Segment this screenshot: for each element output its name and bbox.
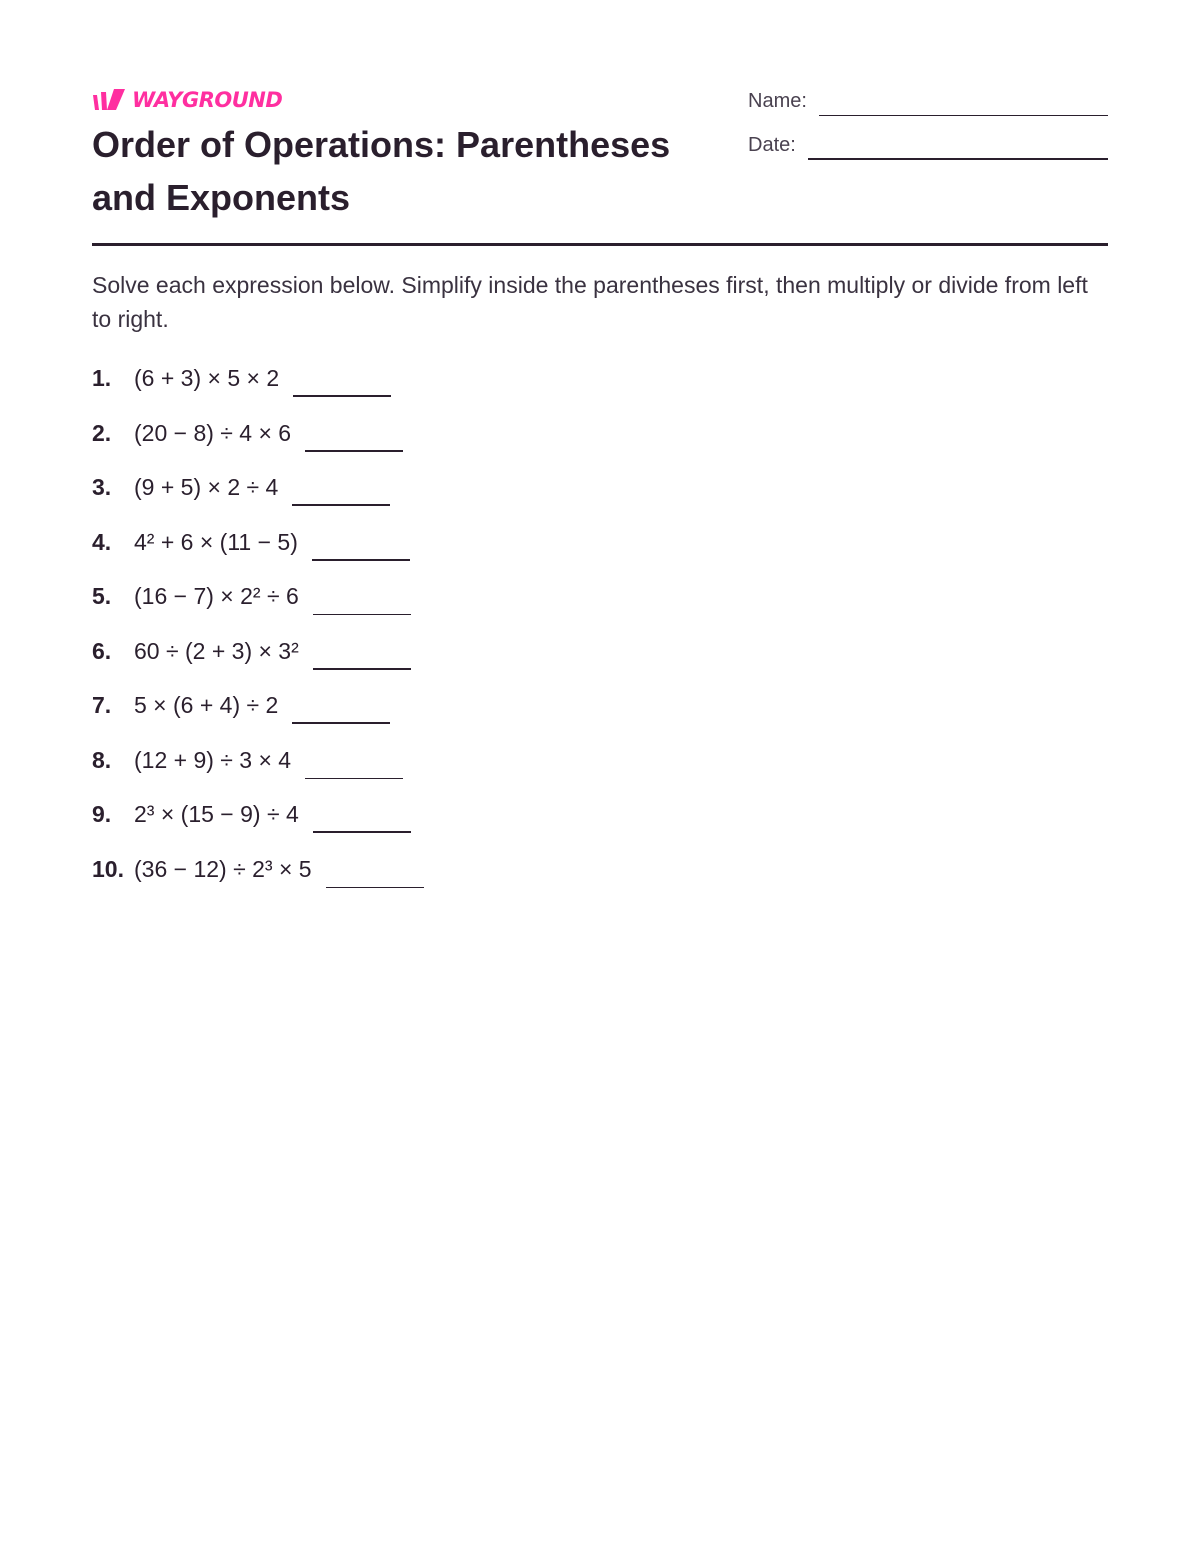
question-item (92, 469, 792, 506)
question-number: 2. (92, 419, 112, 446)
question-expression: (12 + 9) ÷ 3 × 4 (134, 746, 292, 773)
date-field-row (748, 130, 1108, 160)
question-item (92, 633, 792, 670)
date-blank[interactable] (808, 158, 1108, 160)
question-item (92, 360, 792, 397)
question-number: 5. (92, 583, 112, 609)
answer-blank[interactable] (313, 831, 411, 833)
brand-name: WAYGROUND (132, 88, 283, 112)
question-expression: (16 − 7) × 2² ÷ 6 (134, 583, 299, 609)
answer-blank[interactable] (293, 395, 391, 397)
question-number: 7. (92, 692, 112, 718)
answer-blank[interactable] (313, 614, 411, 615)
question-number: 8. (92, 746, 112, 773)
question-expression: (36 − 12) ÷ 2³ × 5 (134, 855, 312, 882)
worksheet-title: Order of Operations: Parentheses and Exponents (92, 124, 671, 218)
question-expression: 4² + 6 × (11 − 5) (134, 528, 298, 555)
student-info-fields (748, 86, 1108, 174)
question-expression: (6 + 3) × 5 × 2 (134, 365, 280, 391)
worksheet-page (92, 0, 1108, 1552)
question-number: 6. (92, 637, 112, 664)
answer-blank[interactable] (313, 668, 411, 670)
question-number: 4. (92, 528, 112, 555)
question-expression: 60 ÷ (2 + 3) × 3² (134, 637, 299, 664)
name-label: Name: (748, 90, 807, 112)
answer-blank[interactable] (305, 778, 403, 779)
name-blank[interactable] (819, 115, 1108, 116)
question-item (92, 742, 792, 779)
question-list (92, 360, 792, 905)
question-number: 1. (92, 365, 112, 391)
question-expression: 5 × (6 + 4) ÷ 2 (134, 692, 279, 718)
question-item (92, 687, 792, 724)
question-number: 3. (92, 474, 112, 500)
question-expression: (20 − 8) ÷ 4 × 6 (134, 419, 292, 446)
answer-blank[interactable] (292, 722, 390, 724)
brand-logo (92, 88, 282, 112)
answer-blank[interactable] (292, 504, 390, 506)
question-item (92, 578, 792, 615)
answer-blank[interactable] (305, 450, 403, 452)
question-number: 9. (92, 801, 112, 827)
question-item (92, 796, 792, 833)
answer-blank[interactable] (312, 559, 410, 561)
question-expression: (9 + 5) × 2 ÷ 4 (134, 474, 279, 500)
question-expression: 2³ × (15 − 9) ÷ 4 (134, 801, 299, 827)
header-divider (92, 243, 1108, 246)
name-field-row (748, 86, 1108, 116)
question-item (92, 524, 792, 561)
question-item (92, 851, 792, 888)
answer-blank[interactable] (326, 887, 424, 888)
instructions-text: Solve each expression below. Simplify inside the parentheses first, then multiply or divide from left to right. (92, 272, 1088, 332)
question-number: 10. (92, 855, 124, 882)
wayground-logo-icon (92, 89, 126, 111)
date-label: Date: (748, 134, 796, 156)
question-item (92, 415, 792, 452)
